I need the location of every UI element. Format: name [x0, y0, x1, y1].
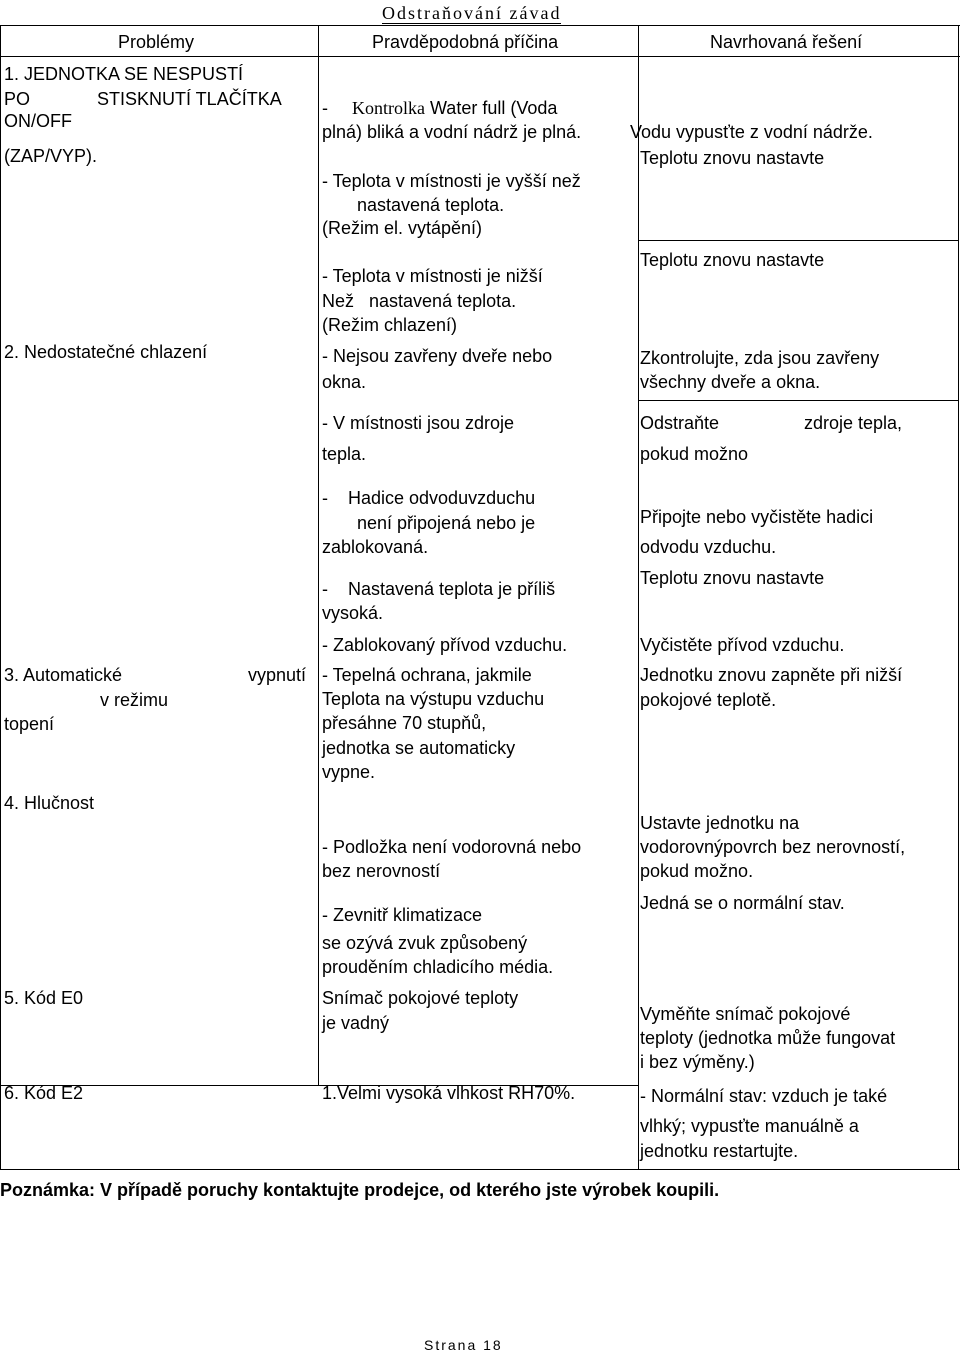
r4-solution-a-line1: Ustavte jednotku na: [640, 813, 800, 833]
r1-cause-c-line2: Než nastavená teplota.: [322, 291, 517, 311]
solution-divider-2: [638, 400, 958, 401]
r1-solution-a: Vodu vypusťte z vodní nádrže.: [630, 122, 873, 142]
page-number: Strana 18: [424, 1337, 503, 1353]
r1-problem-line2a: PO: [4, 89, 31, 109]
r1-cause-b-line3: (Režim el. vytápění): [322, 218, 483, 238]
r1-problem-line1: 1. JEDNOTKA SE NESPUSTÍ: [4, 64, 244, 84]
r6-solution-line1: - Normální stav: vzduch je také: [640, 1086, 888, 1106]
r4-solution-b: Jedná se o normální stav.: [640, 893, 845, 913]
r2-cause-c-line1: - Hadice odvoduvzduchu: [322, 488, 536, 508]
column-divider-1: [318, 25, 319, 1085]
r2-problem: 2. Nedostatečné chlazení: [4, 342, 208, 362]
r3-problem-line3: topení: [4, 714, 55, 734]
r4-cause-b-line2: se ozývá zvuk způsobený: [322, 933, 528, 953]
r1-problem-line3: ON/OFF: [4, 111, 72, 131]
r5-solution-line1: Vyměňte snímač pokojové: [640, 1004, 851, 1024]
r1-cause-b-line2: nastavená teplota.: [357, 195, 505, 215]
r2-cause-a-line1: - Nejsou zavřeny dveře nebo: [322, 346, 553, 366]
r3-cause-line1: - Tepelná ochrana, jakmile: [322, 665, 532, 685]
r1-problem-line4: (ZAP/VYP).: [4, 146, 98, 166]
section-title: Odstraňování závad: [382, 3, 562, 23]
r2-solution-e: Vyčistěte přívod vzduchu.: [640, 635, 845, 655]
header-bottom-border: [0, 56, 960, 57]
r3-cause-line3: přesáhne 70 stupňů,: [322, 713, 487, 733]
r2-solution-a-line1: Zkontrolujte, zda jsou zavřeny: [640, 348, 880, 368]
r6-solution-line2: vlhký; vypusťte manuálně a: [640, 1116, 859, 1136]
r5-cause-line2: je vadný: [322, 1013, 390, 1033]
r5-solution-line3: i bez výměny.): [640, 1052, 755, 1072]
r6-cause: 1.Velmi vysoká vlhkost RH70%.: [322, 1083, 576, 1103]
r2-cause-a-line2: okna.: [322, 372, 367, 392]
r4-cause-b-line1: - Zevnitř klimatizace: [322, 905, 483, 925]
r5-cause-line1: Snímač pokojové teploty: [322, 988, 519, 1008]
r6-solution-line3: jednotku restartujte.: [640, 1141, 799, 1161]
r2-cause-b-line2: tepla.: [322, 444, 367, 464]
r1-cause-b-line1: - Teplota v místnosti je vyšší než: [322, 171, 581, 191]
r3-solution-line1: Jednotku znovu zapněte při nižší: [640, 665, 903, 685]
r2-solution-a-line2: všechny dveře a okna.: [640, 372, 821, 392]
r3-problem-line2: v režimu: [100, 690, 169, 710]
r2-solution-b-line1: Odstraňte zdroje tepla,: [640, 413, 902, 433]
r3-cause-line4: jednotka se automaticky: [322, 738, 516, 758]
r2-solution-c-line2: odvodu vzduchu.: [640, 537, 777, 557]
header-problems: Problémy: [118, 32, 195, 52]
r1-cause-a-line1: - Kontrolka Water full (Voda: [322, 98, 558, 118]
r5-solution-line2: teploty (jednotka může fungovat: [640, 1028, 896, 1048]
r1-solution-b: Teplotu znovu nastavte: [640, 148, 825, 168]
r2-cause-d-line2: vysoká.: [322, 603, 384, 623]
r2-solution-c-line1: Připojte nebo vyčistěte hadici: [640, 507, 874, 527]
r1-solution-c: Teplotu znovu nastavte: [640, 250, 825, 270]
r2-solution-b-line2: pokud možno: [640, 444, 749, 464]
table-left-border: [0, 25, 1, 1170]
r2-cause-d-line1: - Nastavená teplota je příliš: [322, 579, 556, 599]
r5-problem: 5. Kód E0: [4, 988, 84, 1008]
r1-problem-line2b: STISKNUTÍ TLAČÍTKA: [97, 89, 282, 109]
r4-cause-b-line3: prouděním chladicího média.: [322, 957, 554, 977]
r3-cause-line2: Teplota na výstupu vzduchu: [322, 689, 545, 709]
solution-divider-1: [638, 240, 958, 241]
r4-solution-a-line2: vodorovnýpovrch bez nerovností,: [640, 837, 906, 857]
r6-problem: 6. Kód E2: [4, 1083, 84, 1103]
header-cause: Pravděpodobná příčina: [372, 32, 559, 52]
r1-cause-a-line2: plná) bliká a vodní nádrž je plná.: [322, 122, 582, 142]
r4-cause-a-line2: bez nerovností: [322, 861, 441, 881]
r4-problem: 4. Hlučnost: [4, 793, 95, 813]
r2-cause-e: - Zablokovaný přívod vzduchu.: [322, 635, 568, 655]
table-right-border: [958, 25, 959, 1170]
r2-cause-c-line3: zablokovaná.: [322, 537, 429, 557]
column-divider-2: [638, 25, 639, 1170]
r2-cause-b-line1: - V místnosti jsou zdroje: [322, 413, 515, 433]
r1-cause-c-line1: - Teplota v místnosti je nižší: [322, 266, 543, 286]
r3-cause-line5: vypne.: [322, 762, 376, 782]
table-bottom-border: [0, 1169, 960, 1170]
r4-cause-a-line1: - Podložka není vodorovná nebo: [322, 837, 582, 857]
r3-problem-line1: 3. Automatické vypnutí: [4, 665, 306, 685]
r2-cause-c-line2: není připojená nebo je: [357, 513, 536, 533]
support-note: Poznámka: V případě poruchy kontaktujte prodejce, od kterého jste výrobek koupili.: [0, 1180, 720, 1200]
header-solution: Navrhovaná řešení: [710, 32, 863, 52]
r3-solution-line2: pokojové teplotě.: [640, 690, 777, 710]
r1-cause-c-line3: (Režim chlazení): [322, 315, 458, 335]
r4-solution-a-line3: pokud možno.: [640, 861, 754, 881]
r2-solution-d: Teplotu znovu nastavte: [640, 568, 825, 588]
table-top-border: [0, 25, 960, 26]
